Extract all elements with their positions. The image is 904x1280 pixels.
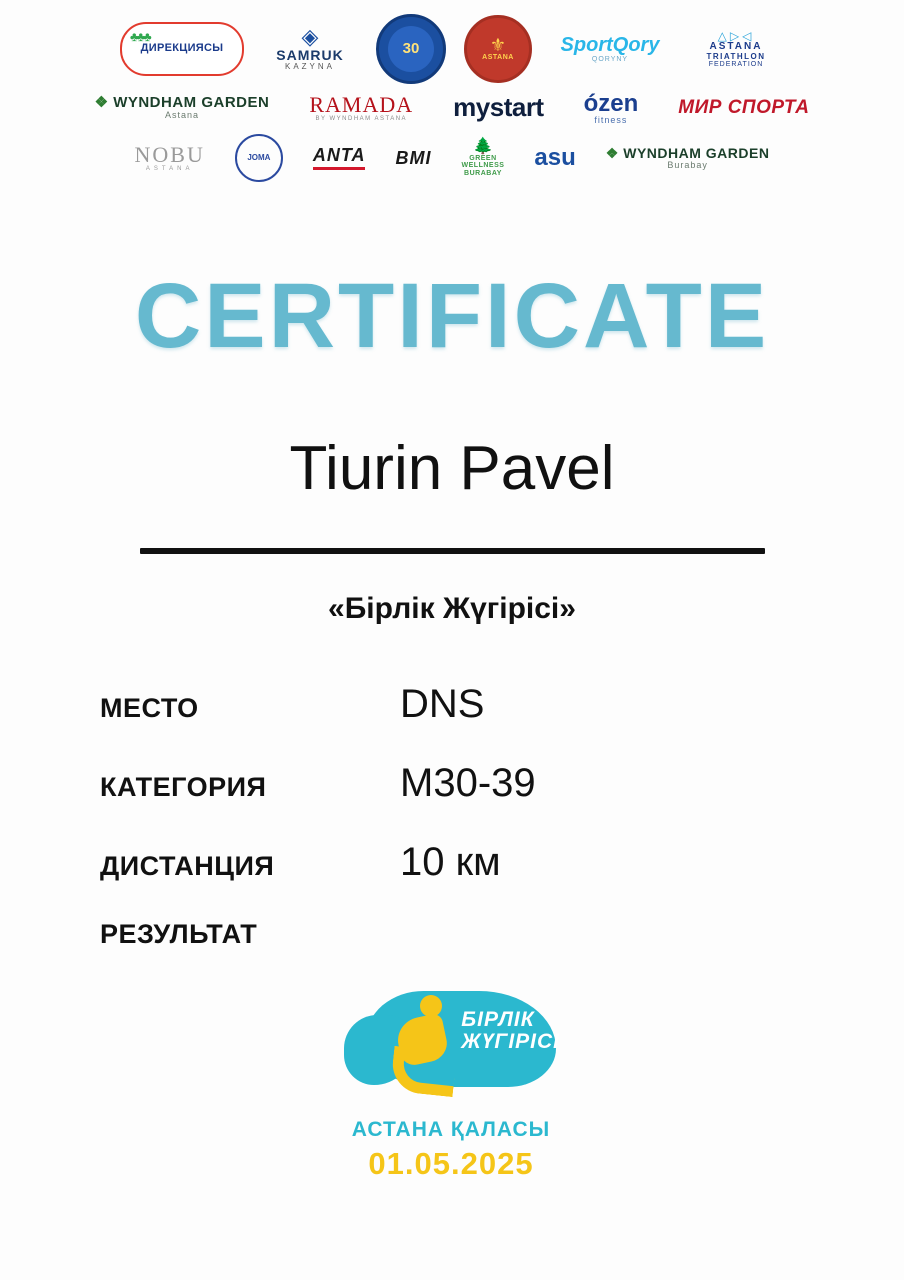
ramada-logo: RAMADA BY WYNDHAM ASTANA [309, 92, 414, 123]
result-label-result: РЕЗУЛЬТАТ [100, 919, 258, 949]
direkciyasy-logo: ♣♣♣ ДИРЕКЦИЯСЫ [120, 18, 244, 80]
leaf-icon: ❖ [605, 144, 619, 161]
sport-qory-logo: SportQory QORYNY [560, 33, 660, 63]
joma-logo: JOMA [235, 136, 283, 180]
samruk-kazyna-logo: ◈ SAMRUK KAZYNA [262, 18, 358, 80]
result-label-place: МЕСТО [100, 693, 199, 723]
emblem-word-line2: ЖҮГІРІСІ [461, 1030, 560, 1054]
leaf-icon: ❖ [94, 94, 109, 112]
tree-icon: 🌲 [473, 137, 493, 155]
result-value-place: DNS [400, 682, 485, 726]
result-label-category: КАТЕГОРИЯ [100, 772, 267, 802]
sponsor-row-3 [36, 136, 868, 180]
wyndham-garden-astana-logo: ❖ WYNDHAM GARDEN Astana [94, 94, 270, 121]
triangle-glyphs-icon: △▷◁ [717, 28, 755, 43]
sponsor-logos [0, 0, 904, 192]
sponsor-row-1 [36, 18, 868, 80]
table-row [100, 840, 804, 885]
result-value-distance: 10 км [400, 840, 501, 884]
emblem-word-line1: БІРЛІК [461, 1008, 535, 1031]
result-label-distance: ДИСТАНЦИЯ [100, 851, 275, 881]
crest-icon: ⚜ [489, 35, 507, 56]
emblem-date: 01.05.2025 [368, 1146, 534, 1181]
table-row [100, 761, 804, 806]
name-divider [140, 548, 765, 554]
runner-figures-icon: ♣♣♣ [130, 29, 150, 44]
results-table [0, 682, 904, 950]
kazakhstan-map-icon [336, 985, 566, 1100]
mystart-logo: mystart [453, 92, 544, 123]
astana-emblem-logo: ⚜ ASTANA [464, 18, 532, 80]
samruk-mark-icon: ◈ [301, 24, 319, 50]
event-emblem [316, 985, 586, 1215]
table-row [100, 919, 804, 950]
astana-triathlon-federation-logo: △▷◁ ASTANA TRIATHLON FEDERATION [688, 18, 784, 80]
wyndham-garden-burabay-logo: ❖ WYNDHAM GARDEN Burabay [605, 144, 770, 170]
ozen-fitness-logo: ózen fitness [583, 89, 639, 125]
event-name: «Бірлік Жүгірісі» [328, 592, 576, 625]
asu-logo: asu [534, 144, 576, 172]
table-row [100, 682, 804, 727]
red-bar-icon [313, 167, 365, 170]
anta-logo: ANTA [313, 136, 366, 180]
nobu-logo: NOBU ASTANA [134, 142, 205, 173]
green-wellness-burabay-logo: 🌲 GREEN WELLNESS BURABAY [461, 137, 505, 177]
result-value-category: М30-39 [400, 761, 536, 805]
anniversary-30-logo: 30 [376, 18, 446, 80]
runner-icon [390, 995, 460, 1091]
sponsor-row-2 [36, 86, 868, 130]
certificate-title: CERTIFICATE [134, 265, 770, 367]
mir-sporta-logo: МИР СПОРТА [678, 97, 810, 119]
emblem-city: АСТАНА ҚАЛАСЫ [351, 1118, 551, 1141]
participant-name: Tiurin Pavel [289, 434, 615, 503]
bmi-logo: BMI [395, 147, 432, 168]
